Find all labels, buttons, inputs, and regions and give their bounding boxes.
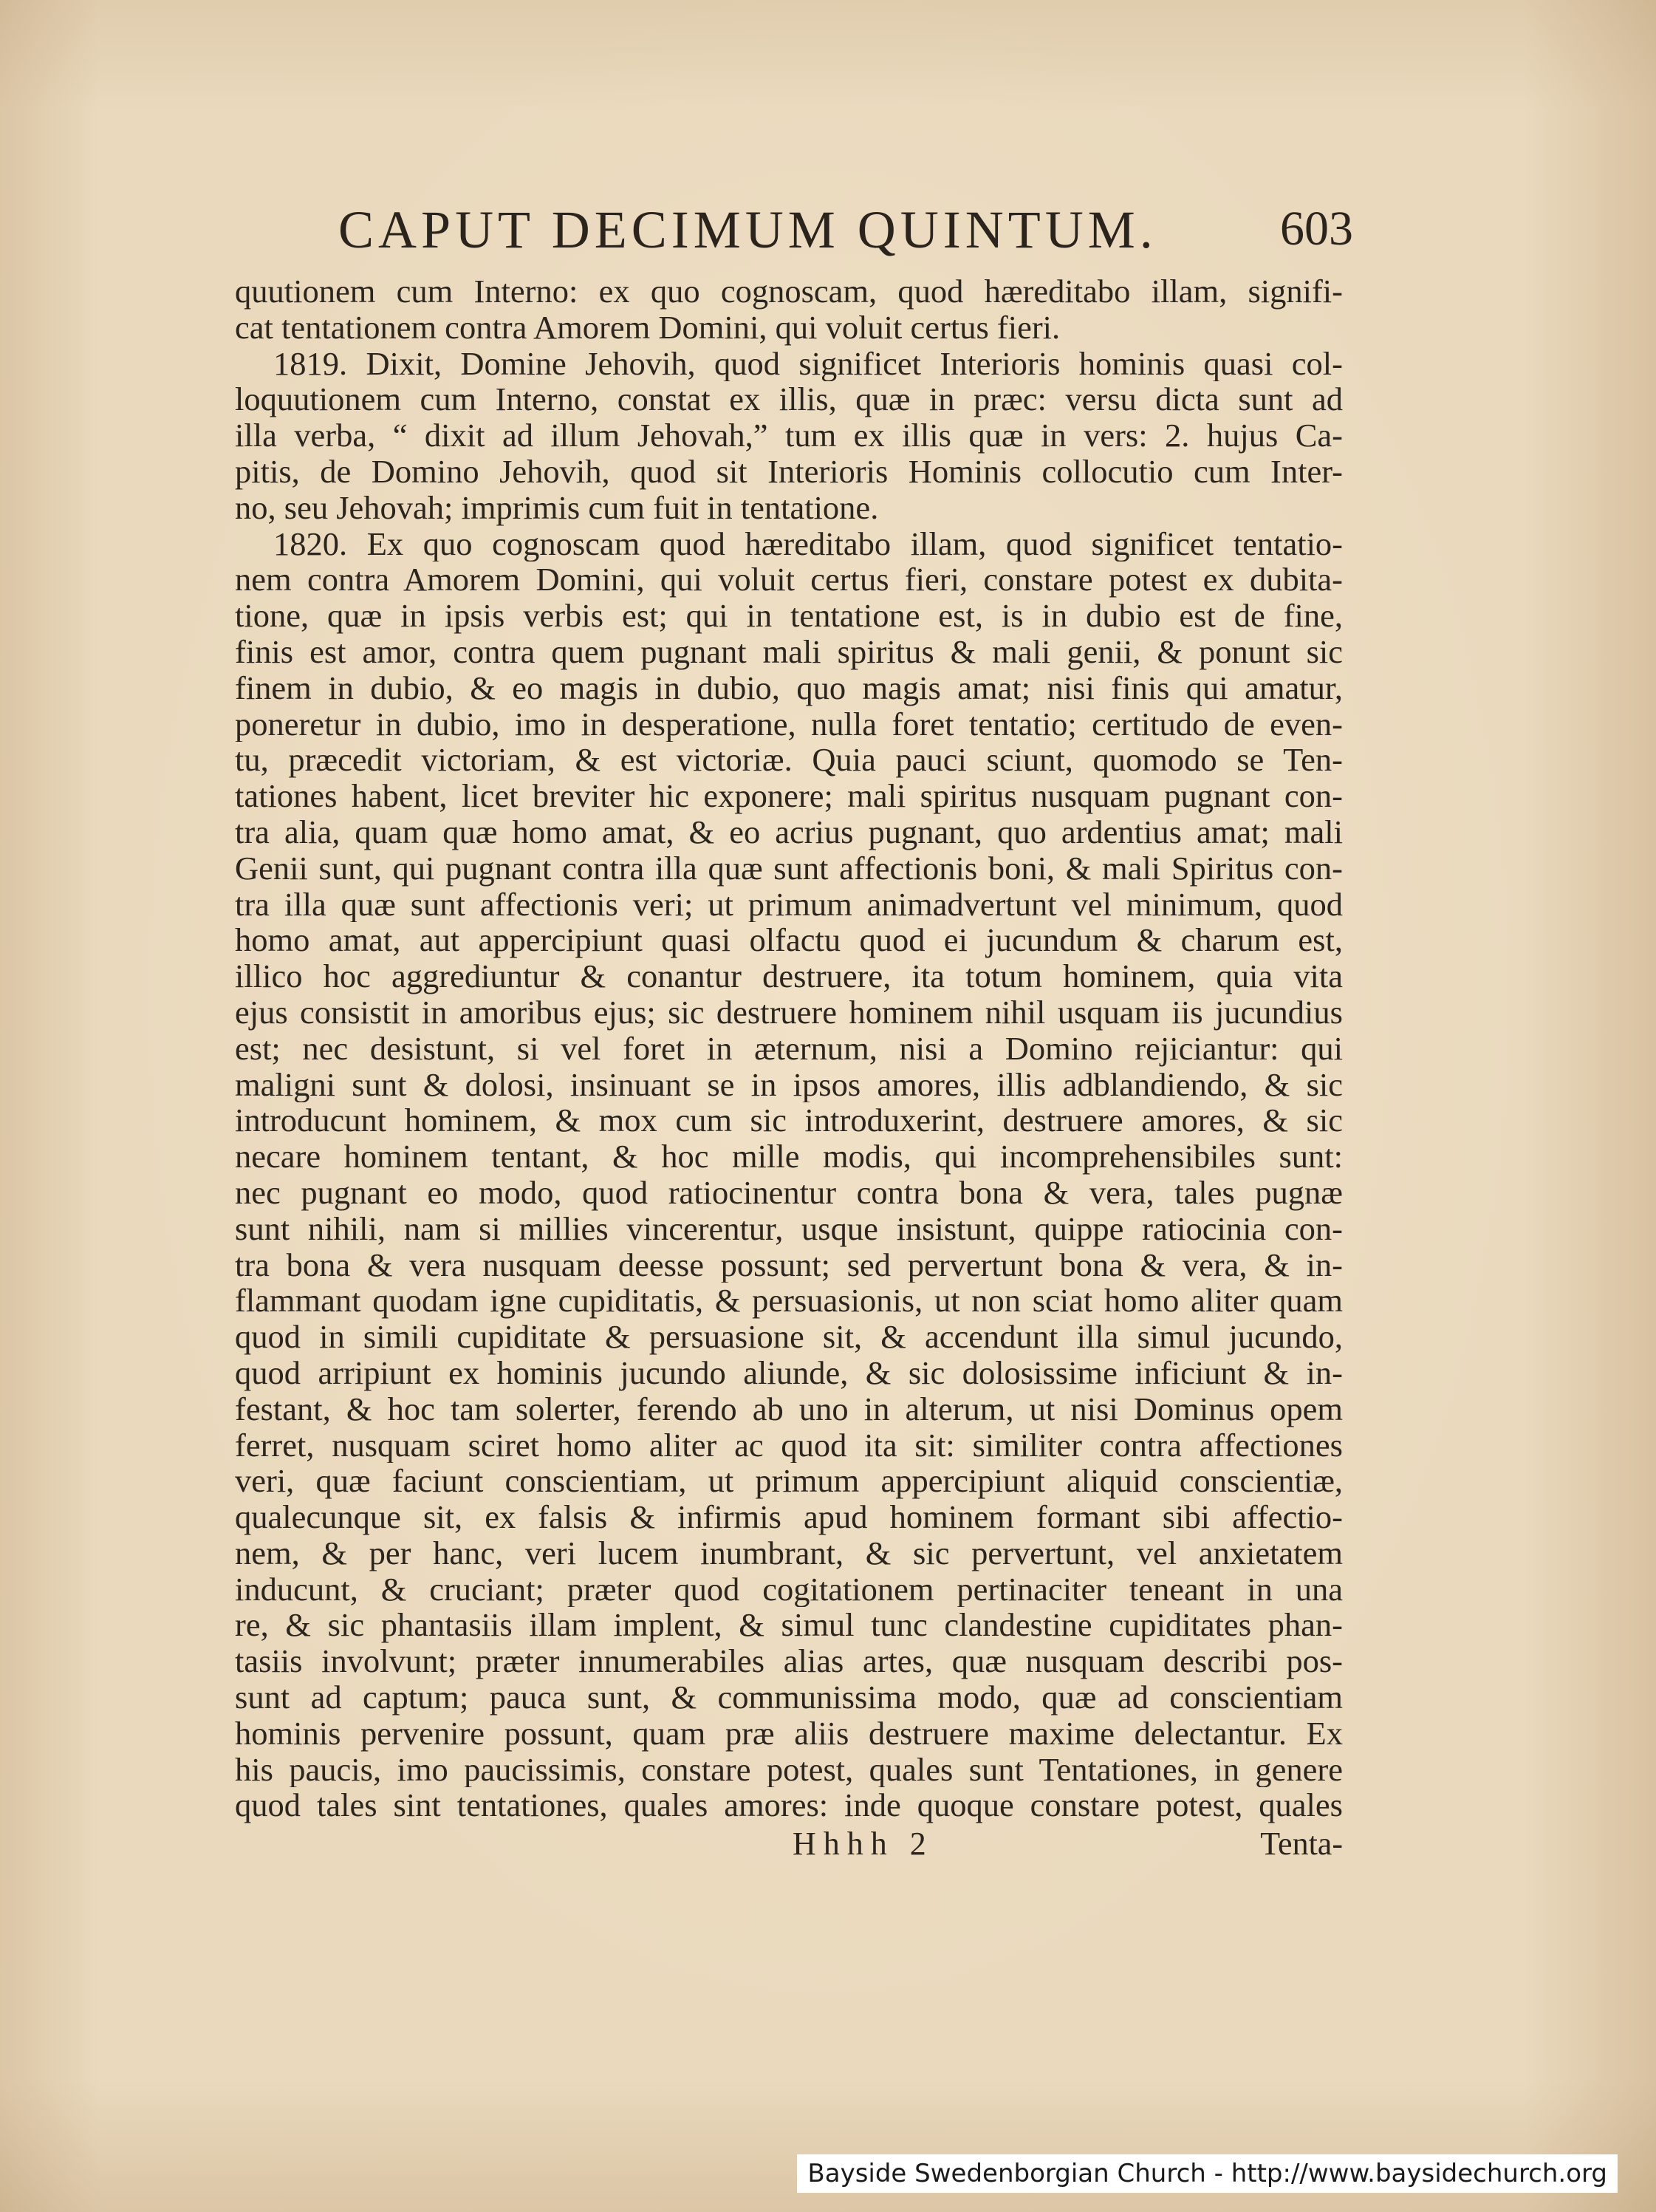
text-line: quod in simili cupiditate & persuasione sit, & accendunt illa simul jucundo,	[235, 1319, 1343, 1355]
text-line: quod arripiunt ex hominis jucundo aliunde, & sic dolosissime inficiunt & in-	[235, 1354, 1343, 1391]
text-line: cat tentationem contra Amorem Domini, qui voluit certus fieri.	[235, 309, 1061, 346]
text-line: sunt nihili, nam si millies vincerentur, usque insistunt, quippe ratiocinia con-	[235, 1210, 1343, 1247]
paragraph-1820-start: 1820. Ex quo cognoscam quod hæreditabo illam, quod significet tentatio-	[273, 525, 1343, 562]
text-line: tasiis involvunt; præter innumerabiles alias artes, quæ nusquam describi pos-	[235, 1643, 1343, 1680]
text-line: sunt ad captum; pauca sunt, & communissima modo, quæ ad conscientiam	[235, 1679, 1343, 1716]
text-line: his paucis, imo paucissimis, constare potest, quales sunt Tentationes, in genere	[235, 1751, 1343, 1788]
text-line: tationes habent, licet breviter hic exponere; mali spiritus nusquam pugnant con-	[235, 778, 1343, 814]
text-line: tra bona & vera nusquam deesse possunt; sed pervertunt bona & vera, & in-	[235, 1246, 1343, 1283]
text-line: quod tales sint tentationes, quales amores: inde quoque constare potest, quales	[235, 1787, 1343, 1824]
text-line: Genii sunt, qui pugnant contra illa quæ sunt affectionis boni, & mali Spiritus con-	[235, 850, 1343, 887]
text-line: finis est amor, contra quem pugnant mali spiritus & mali genii, & ponunt sic	[235, 633, 1343, 670]
text-line: ferret, nusquam sciret homo aliter ac quod ita sit: similiter contra affectiones	[235, 1427, 1343, 1464]
text-line: hominis pervenire possunt, quam præ aliis destruere maxime delectantur. Ex	[235, 1715, 1343, 1752]
text-line: quutionem cum Interno: ex quo cognoscam, quod hæreditabo illam, signifi-	[235, 273, 1343, 310]
text-line: festant, & hoc tam solerter, ferendo ab uno in alterum, ut nisi Dominus opem	[235, 1390, 1343, 1427]
catchword: Tenta-	[1260, 1826, 1343, 1863]
text-line: tione, quæ in ipsis verbis est; qui in tentatione est, is in dubio est de fine,	[235, 598, 1343, 634]
text-line: flammant quodam igne cupiditatis, & persuasionis, ut non sciat homo aliter quam	[235, 1283, 1343, 1320]
text-line: nem, & per hanc, veri lucem inumbrant, & sic pervertunt, vel anxietatem	[235, 1535, 1343, 1571]
page-header	[235, 199, 1353, 273]
text-line: veri, quæ faciunt conscientiam, ut primum appercipiunt aliquid conscientiæ,	[235, 1463, 1343, 1500]
running-head: CAPUT DECIMUM QUINTUM.	[338, 200, 1157, 259]
text-line: necare hominem tentant, & hoc mille modis, qui incomprehensibiles sunt:	[235, 1139, 1343, 1175]
text-line: est; nec desistunt, si vel foret in æternum, nisi a Domino rejiciantur: qui	[235, 1030, 1343, 1067]
signature-mark: Hhhh 2	[793, 1826, 934, 1863]
text-line: loquutionem cum Interno, constat ex illis, quæ in præc: versu dicta sunt ad	[235, 381, 1343, 418]
text-line: inducunt, & cruciant; præter quod cogitationem pertinaciter teneant in una	[235, 1571, 1343, 1608]
text-line: tu, præcedit victoriam, & est victoriæ. Quia pauci sciunt, quomodo se Ten-	[235, 742, 1343, 779]
text-line: nem contra Amorem Domini, qui voluit certus fieri, constare potest ex dubita-	[235, 561, 1343, 598]
text-line: no, seu Jehovah; imprimis cum fuit in tentatione.	[235, 489, 879, 526]
page-footer	[235, 1825, 1343, 1869]
page-number: 603	[1280, 202, 1353, 256]
text-line: illa verba, “ dixit ad illum Jehovah,” tum ex illis quæ in vers: 2. hujus Ca-	[235, 417, 1343, 454]
paragraph-1819-start: 1819. Dixit, Domine Jehovih, quod significet Interioris hominis quasi col-	[273, 345, 1343, 382]
text-line: maligni sunt & dolosi, insinuant se in ipsos amores, illis adblandiendo, & sic	[235, 1066, 1343, 1103]
text-line: pitis, de Domino Jehovih, quod sit Interioris Hominis collocutio cum Inter-	[235, 453, 1343, 490]
text-line: homo amat, aut appercipiunt quasi olfactu quod ei jucundum & charum est,	[235, 922, 1343, 959]
text-line: poneretur in dubio, imo in desperatione, nulla foret tentatio; certitudo de even-	[235, 706, 1343, 743]
text-line: illico hoc aggrediuntur & conantur destruere, ita totum hominem, quia vita	[235, 958, 1343, 994]
book-page	[235, 199, 1353, 1869]
text-line: re, & sic phantasiis illam implent, & simul tunc clandestine cupiditates phan-	[235, 1607, 1343, 1644]
text-line: nec pugnant eo modo, quod ratiocinentur contra bona & vera, tales pugnæ	[235, 1174, 1343, 1211]
text-line: introducunt hominem, & mox cum sic introduxerint, destruere amores, & sic	[235, 1102, 1343, 1139]
text-line: tra illa quæ sunt affectionis veri; ut primum animadvertunt vel minimum, quod	[235, 886, 1343, 923]
watermark-credit: Bayside Swedenborgian Church - http://www.baysidechurch.org	[797, 2154, 1618, 2193]
body-text	[235, 273, 1343, 1823]
text-line: tra alia, quam quæ homo amat, & eo acrius pugnant, quo ardentius amat; mali	[235, 813, 1343, 850]
text-line: qualecunque sit, ex falsis & infirmis apud hominem formant sibi affectio-	[235, 1499, 1343, 1535]
text-line: finem in dubio, & eo magis in dubio, quo magis amat; nisi finis qui amatur,	[235, 669, 1343, 706]
text-line: ejus consistit in amoribus ejus; sic destruere hominem nihil usquam iis jucundius	[235, 994, 1343, 1031]
